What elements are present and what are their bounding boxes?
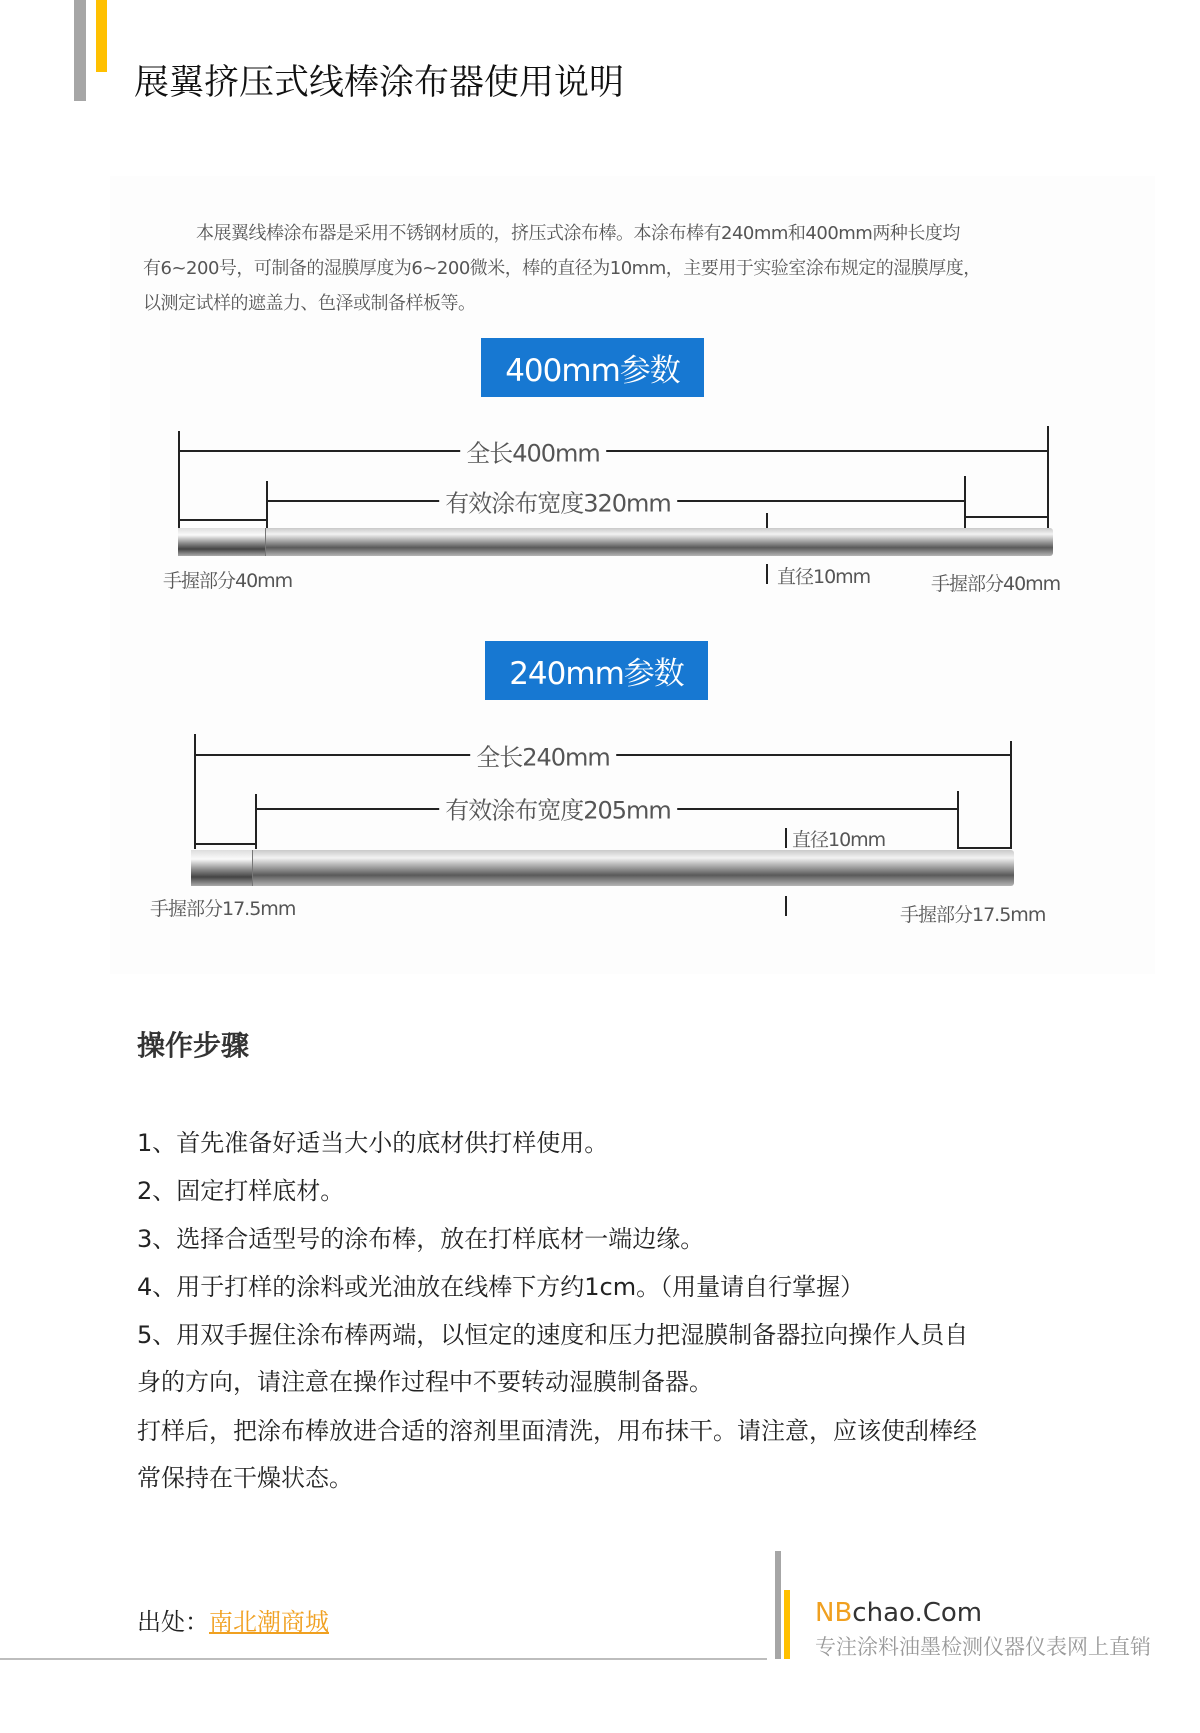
source-label: 出处： (137, 1608, 209, 1636)
step-line: 打样后，把涂布棒放进合适的溶剂里面清洗，用布抹干。请注意，应该使刮棒经 (137, 1417, 977, 1445)
dimension-tick (957, 791, 959, 849)
header-accent-gray-bar (74, 0, 86, 101)
header-accent-yellow-bar (96, 0, 107, 72)
diameter-tick (785, 828, 787, 848)
total-length-label: 全长400mm (460, 434, 606, 469)
grip-left-label: 手握部分17.5mm (150, 898, 296, 920)
grip-right-label: 手握部分17.5mm (900, 904, 1046, 926)
effective-width-label: 有效涂布宽度320mm (439, 484, 677, 519)
intro-line: 本展翼线棒涂布器是采用不锈钢材质的，挤压式涂布棒。本涂布棒有240mm和400mm两种长度均 (196, 223, 960, 244)
footer-accent-yellow-bar (784, 1590, 790, 1659)
diameter-tick (785, 896, 787, 916)
brand-tagline: 专注涂料油墨检测仪器仪表网上直销 (815, 1635, 1151, 1659)
step-line: 5、用双手握住涂布棒两端，以恒定的速度和压力把湿膜制备器拉向操作人员自 (137, 1321, 969, 1349)
grip-line (178, 519, 266, 521)
total-length-line (178, 450, 1049, 452)
diameter-tick (766, 564, 768, 584)
coating-rod-240 (191, 850, 1014, 886)
step-line: 4、用于打样的涂料或光油放在线棒下方约1cm。（用量请自行掌握） (137, 1273, 865, 1301)
diameter-label: 直径10mm (792, 829, 886, 851)
step-line: 常保持在干燥状态。 (137, 1464, 353, 1492)
source-link[interactable]: 南北潮商城 (209, 1608, 329, 1636)
intro-line: 有6~200号，可制备的湿膜厚度为6~200微米，棒的直径为10mm，主要用于实验室涂布规定的湿膜厚度， (143, 258, 981, 279)
footer-accent-gray-bar (775, 1551, 781, 1659)
grip-line (957, 847, 1012, 849)
diameter-tick (766, 513, 768, 528)
brand-nb: NB (815, 1598, 853, 1628)
product-spec-figure (110, 176, 1155, 974)
footer-divider (0, 1658, 767, 1660)
intro-line: 以测定试样的遮盖力、色泽或制备样板等。 (143, 293, 476, 314)
dimension-tick (255, 794, 257, 849)
diameter-label: 直径10mm (777, 566, 871, 588)
step-line: 身的方向，请注意在操作过程中不要转动湿膜制备器。 (137, 1368, 713, 1396)
total-length-label: 全长240mm (470, 738, 616, 773)
page-title: 展翼挤压式线棒涂布器使用说明 (134, 63, 625, 103)
grip-right-label: 手握部分40mm (931, 573, 1061, 595)
dimension-tick (1010, 741, 1012, 849)
grip-line (194, 843, 255, 845)
param-badge-400: 400mm参数 (481, 338, 704, 397)
steps-heading: 操作步骤 (137, 1029, 250, 1062)
dimension-tick (178, 431, 180, 531)
source (137, 1602, 329, 1637)
dimension-tick (266, 481, 268, 531)
dimension-tick (964, 476, 966, 531)
step-line: 1、首先准备好适当大小的底材供打样使用。 (137, 1129, 609, 1157)
effective-width-label: 有效涂布宽度205mm (439, 791, 677, 826)
brand-rest: chao.Com (852, 1598, 983, 1628)
step-line: 3、选择合适型号的涂布棒，放在打样底材一端边缘。 (137, 1225, 705, 1253)
grip-left-label: 手握部分40mm (163, 570, 293, 592)
brand-logo (815, 1598, 982, 1628)
coating-rod-400 (178, 528, 1053, 556)
dimension-tick (194, 734, 196, 849)
param-badge-240: 240mm参数 (485, 641, 708, 700)
grip-line (964, 516, 1049, 518)
step-line: 2、固定打样底材。 (137, 1177, 345, 1205)
